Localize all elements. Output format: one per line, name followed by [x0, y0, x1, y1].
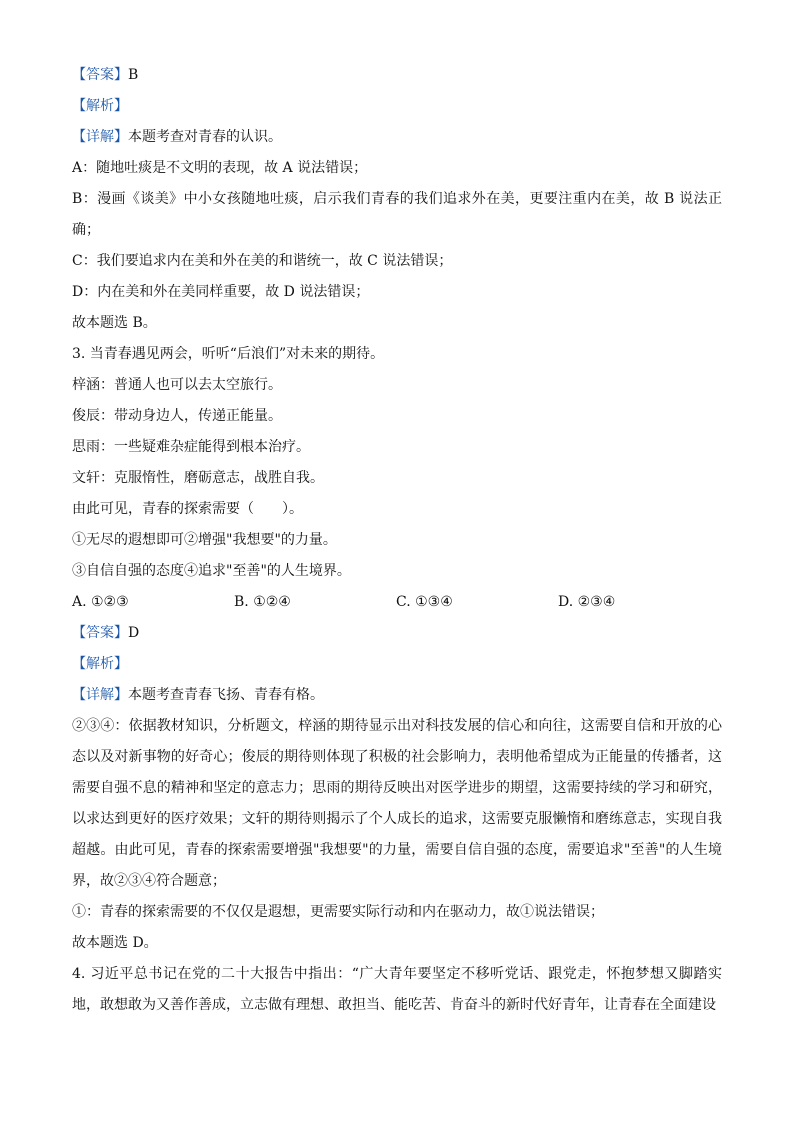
option-b: B. ①②④: [234, 594, 291, 610]
wrong-statement-analysis: ①：青春的探索需要的不仅仅是遐想，更需要实际行动和内在驱动力，故①说法错误；: [72, 904, 604, 920]
option-c-analysis: C：我们要追求内在美和外在美的和谐统一，故 C 说法错误；: [72, 253, 453, 269]
statement-2: ③自信自强的态度④追求"至善"的人生境界。: [72, 563, 351, 579]
analysis-tag: 【解析】: [72, 656, 128, 672]
answer-tag: 【答案】: [72, 67, 128, 83]
detail-tag: 【详解】: [72, 687, 128, 703]
option-b-analysis: B：漫画《谈美》中小女孩随地吐痰，启示我们青春的我们追求外在美，更要注重内在美，故 B 说法正确；: [72, 191, 722, 238]
conclusion: 故本题选 D。: [72, 935, 158, 951]
answer-options: [72, 587, 722, 618]
answer-value: B: [128, 67, 139, 83]
option-a: A. ①②③: [72, 594, 129, 610]
document-page: [72, 60, 722, 1021]
answer-line: [72, 60, 722, 91]
conclusion: 故本题选 B。: [72, 315, 157, 331]
explanation-paragraph: ②③④：依据教材知识，分析题文，梓涵的期待显示出对科技发展的信心和向往，这需要自信和开放的心态以及对新事物的好奇心；俊辰的期待则体现了积极的社会影响力，表明他希望成为正能量的传播者，这需要自强不息的精神和坚定的意志力；思雨的期待反映出对医学进步的期望，这需要持续的学习和研究，以求达到更好的医疗效果；文轩的期待则揭示了个人成长的追求，这需要克服懒惰和磨练意志，实现自我超越。由此可见，青春的探索需要增强"我想要"的力量，需要自信自强的态度，需要追求"至善"的人生境界，故②③④符合题意；: [72, 718, 722, 889]
answer-tag: 【答案】: [72, 625, 128, 641]
option-a-analysis: A：随地吐痰是不文明的表现，故 A 说法错误；: [72, 160, 368, 176]
question-4-stem: 4. 习近平总书记在党的二十大报告中指出：“广大青年要坚定不移听党话、跟党走，怀抱梦想又脚踏实地，敢想敢为又善作善成，立志做有理想、敢担当、能吃苦、肯奋斗的新时代好青年，让青春在全面建设: [72, 966, 722, 1013]
detail-tag: 【详解】: [72, 129, 128, 145]
detail-text: 本题考查青春飞扬、青春有格。: [128, 687, 324, 703]
answer-value: D: [128, 625, 140, 641]
detail-line: [72, 122, 722, 153]
quote-wenxuan: 文轩：克服惰性，磨砺意志，战胜自我。: [72, 470, 324, 486]
quote-zihan: 梓涵：普通人也可以去太空旅行。: [72, 377, 282, 393]
analysis-tag: 【解析】: [72, 98, 128, 114]
quote-siyu: 思雨：一些疑难杂症能得到根本治疗。: [72, 439, 310, 455]
option-d: D. ②③④: [558, 594, 616, 610]
option-c: C. ①③④: [396, 594, 453, 610]
question-prompt: 由此可见，青春的探索需要（ ）。: [72, 501, 303, 517]
statement-1: ①无尽的遐想即可②增强"我想要"的力量。: [72, 532, 337, 548]
quote-junchen: 俊辰：带动身边人，传递正能量。: [72, 408, 282, 424]
answer-line: [72, 618, 722, 649]
option-d-analysis: D：内在美和外在美同样重要，故 D 说法错误；: [72, 284, 370, 300]
detail-line: [72, 680, 722, 711]
detail-text: 本题考查对青春的认识。: [128, 129, 282, 145]
question-3-stem: 3. 当青春遇见两会，听听“后浪们”对未来的期待。: [72, 346, 385, 362]
